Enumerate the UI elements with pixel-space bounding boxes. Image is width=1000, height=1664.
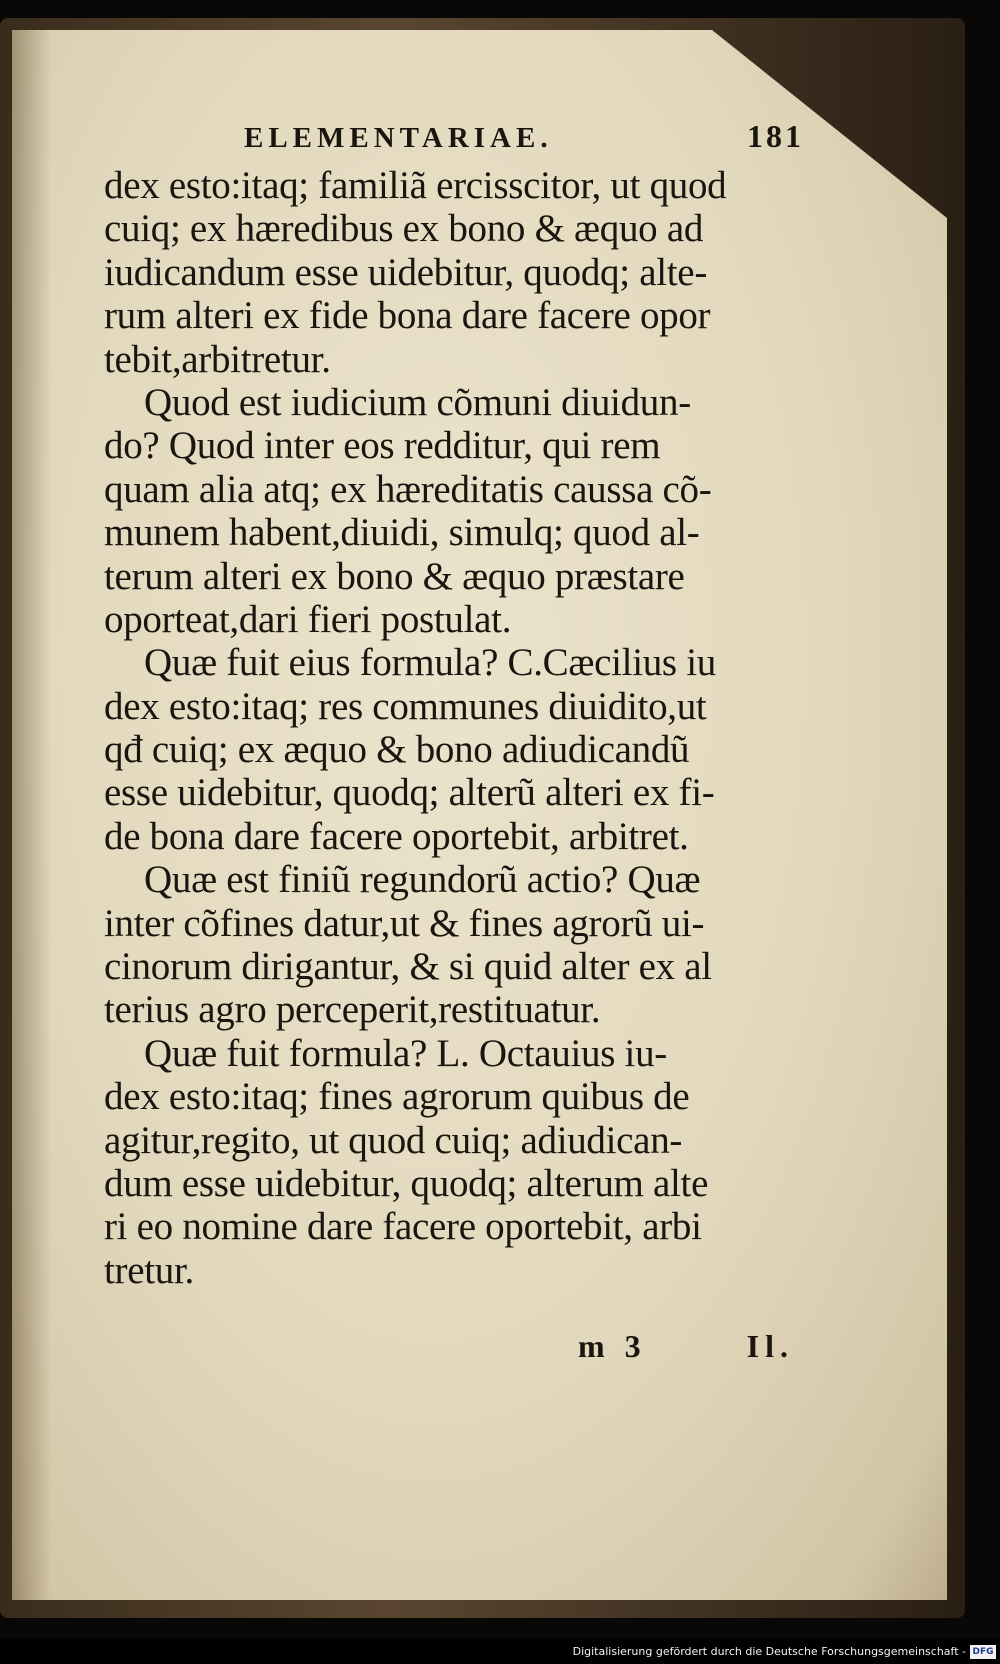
text-line: cinorum dirigantur, & si quid alter ex al bbox=[104, 945, 712, 989]
text-line: tretur. bbox=[104, 1248, 194, 1292]
dfg-logo: DFG bbox=[970, 1645, 996, 1659]
text-line: do? Quod inter eos redditur, qui rem bbox=[104, 424, 661, 468]
paragraph-start-line: Quæ est finiũ regundorũ actio? Quæ bbox=[144, 858, 701, 902]
paragraph-start-line: Quod est iudicium cõmuni diuidun- bbox=[144, 380, 691, 424]
text-line: ri eo nomine dare facere oportebit, arbi bbox=[104, 1205, 702, 1249]
text-line: dex esto:itaq; res communes diuidito,ut bbox=[104, 684, 707, 728]
text-line: dex esto:itaq; fines agrorum quibus de bbox=[104, 1075, 690, 1119]
page-number: 181 bbox=[747, 118, 804, 154]
text-line: qđ cuiq; ex æquo & bono adiudicandũ bbox=[104, 728, 690, 772]
paragraph-start-line: Quæ fuit eius formula? C.Cæcilius iu bbox=[144, 641, 716, 685]
text-line: terum alteri ex bono & æquo præstare bbox=[104, 554, 685, 598]
text-line: agitur,regito, ut quod cuiq; adiudican- bbox=[104, 1118, 683, 1162]
text-line: iudicandum esse uidebitur, quodq; alte- bbox=[104, 250, 708, 294]
text-line: dum esse uidebitur, quodq; alterum alte bbox=[104, 1161, 709, 1205]
spine-shadow bbox=[12, 30, 52, 1600]
text-line: esse uidebitur, quodq; alterũ alteri ex fi- bbox=[104, 771, 715, 815]
signature-row bbox=[104, 1328, 804, 1365]
text-line: dex esto:itaq; familiã ercisscitor, ut quod bbox=[104, 164, 727, 207]
text-line: inter cõfines datur,ut & fines agrorũ ui- bbox=[104, 901, 705, 945]
text-line: quam alia atq; ex hæreditatis caussa cõ- bbox=[104, 467, 712, 511]
text-line: terius agro perceperit,restituatur. bbox=[104, 988, 601, 1032]
page-header bbox=[104, 118, 804, 164]
text-line: de bona dare facere oportebit, arbitret. bbox=[104, 814, 689, 858]
page-text-block bbox=[104, 118, 804, 1365]
text-line: rum alteri ex fide bona dare facere opor bbox=[104, 294, 711, 338]
paragraph-start-line: Quæ fuit formula? L. Octauius iu- bbox=[144, 1031, 667, 1075]
text-line: oporteat,dari fieri postulat. bbox=[104, 597, 512, 641]
running-head: ELEMENTARIAE. bbox=[244, 122, 553, 154]
text-line: tebit,arbitretur. bbox=[104, 337, 331, 381]
digitization-credit: Digitalisierung gefördert durch die Deutsche Forschungsgemeinschaft - bbox=[572, 1645, 966, 1658]
catchword: Il. bbox=[746, 1328, 794, 1365]
text-line: cuiq; ex hæredibus ex bono & æquo ad bbox=[104, 207, 704, 251]
text-line: munem habent,diuidi, simulq; quod al- bbox=[104, 511, 700, 555]
signature-mark: m 3 bbox=[578, 1328, 647, 1365]
